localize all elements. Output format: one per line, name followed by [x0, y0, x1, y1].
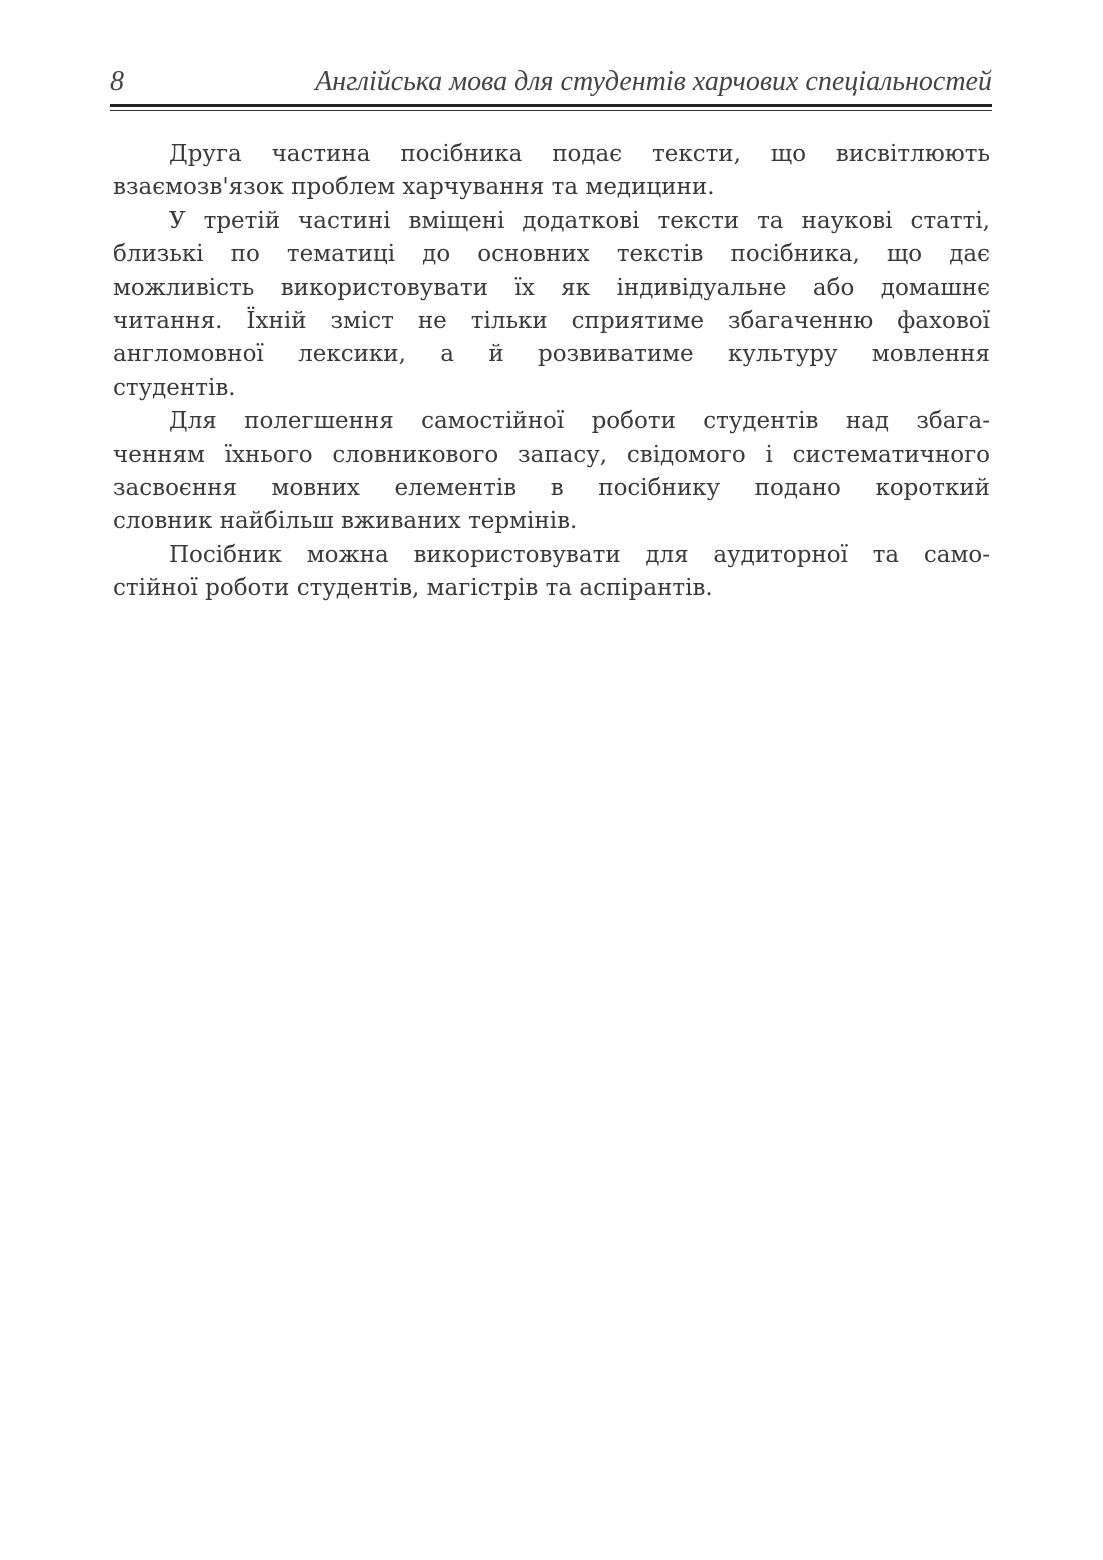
text-line: ченням їхнього словникового запасу, свідомого і систематичного [113, 441, 990, 468]
text-line: стійної роботи студентів, магістрів та аспірантів. [113, 575, 713, 602]
text-line: студентів. [113, 374, 236, 401]
paragraph [113, 205, 990, 405]
text-line: англомовної лексики, а й розвиватиме культуру мовлення [113, 341, 990, 368]
paragraph [113, 405, 990, 539]
running-title: Англійська мова для студентів харчових спеціальностей [315, 66, 992, 97]
text-line: Для полегшення самостійної роботи студентів над збага- [169, 408, 990, 435]
text-line: У третій частині вміщені додаткові тексти та наукові статті, [169, 207, 990, 234]
text-line: засвоєння мовних елементів в посібнику подано короткий [113, 474, 990, 501]
page-number: 8 [110, 66, 124, 97]
text-line: близькі по тематиці до основних текстів посібника, що дає [113, 241, 990, 268]
header-rule-thin [110, 110, 992, 111]
paragraph [113, 539, 990, 606]
header-rule-thick [110, 104, 992, 107]
paragraph [113, 138, 990, 205]
text-line: можливість використовувати їх як індивідуальне або домашнє [113, 274, 990, 301]
body-text [113, 138, 990, 605]
text-line: Посібник можна використовувати для аудиторної та само- [169, 541, 990, 568]
text-line: Друга частина посібника подає тексти, що висвітлюють [169, 141, 990, 167]
text-line: взаємозв'язок проблем харчування та медицини. [113, 174, 715, 201]
text-line: словник найбільш вживаних термінів. [113, 508, 578, 535]
text-line: читання. Їхній зміст не тільки сприятиме збагаченню фахової [113, 307, 990, 334]
running-header [110, 66, 992, 104]
